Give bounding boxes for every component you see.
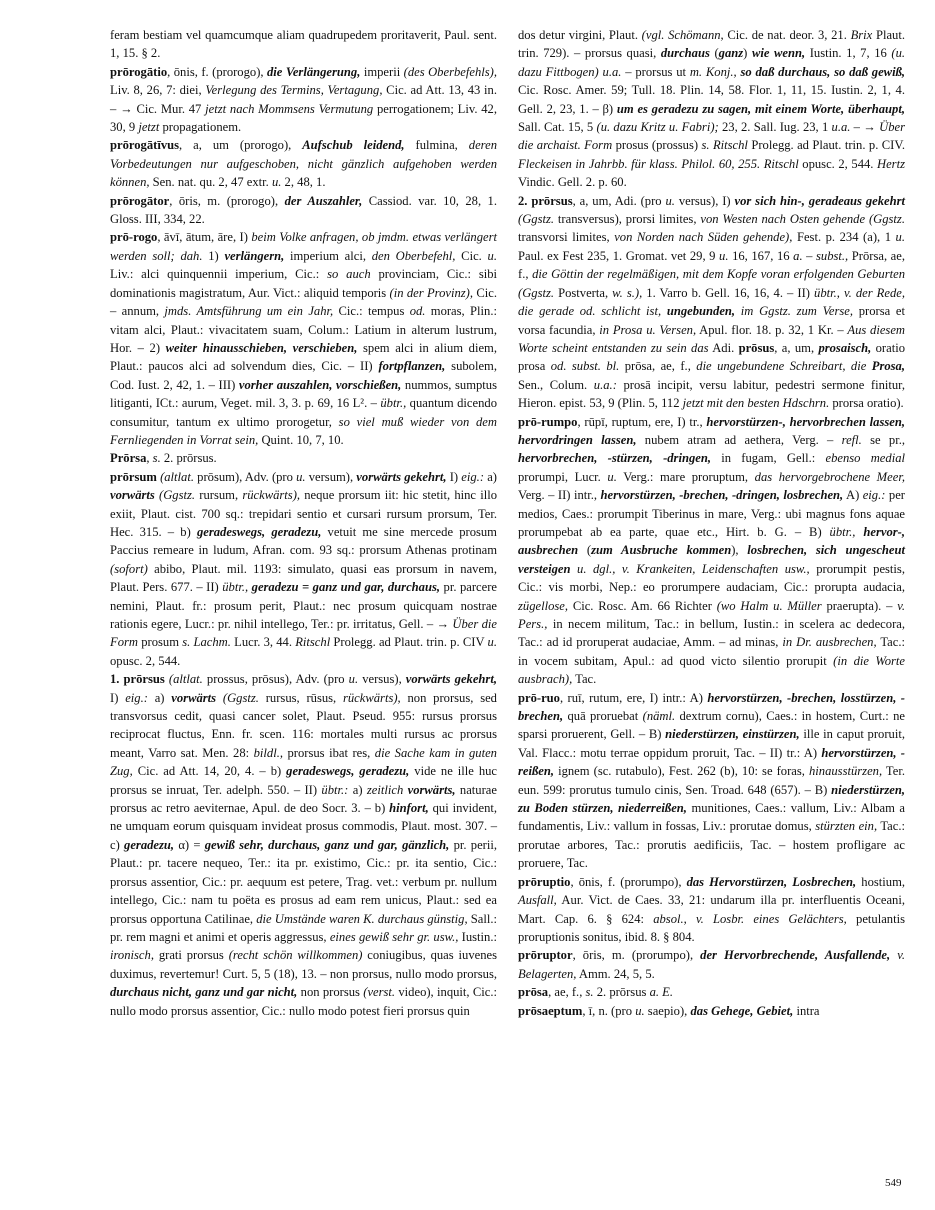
entry-text: eines gewiß sehr gr. usw., (329, 929, 459, 944)
entry-text: Prolegg. ad Plaut. trin. p. CIV (330, 635, 488, 650)
entry-headword: prōrogātor (110, 193, 170, 208)
entry-text: od. (409, 304, 426, 319)
entry-text: hervorstürzen, -reißen, (518, 745, 905, 779)
entry-text: das Hervorstürzen, Losbrechen, (686, 874, 857, 889)
entry-text: so auch (327, 267, 371, 282)
entry-text: das hervorgebrochene Meer, (754, 469, 905, 484)
entry-text: imperium alci, (284, 248, 372, 263)
entry-text: pr. perii, Plaut.: pr. tacere nequeo, Ter.: ita pr. existimo, Cic.: pr. ita sentio, Cic.: prorsus assentior, Cic.: pr. aequum est petere, Trag. vet.: verbum pr. nullum intellego, Cic.: nam tu poëta es prosus ad eam rem unicus, Plaut.: sed ea prorsus opportuna Catilinae, (110, 837, 498, 926)
entry-text: 2. prōrsus (593, 985, 650, 1000)
entry-text: Fest. p. 234 (a), 1 (792, 230, 896, 245)
entry-headword: prō-rogo (110, 230, 158, 245)
entry-text: propagationem. (159, 120, 242, 135)
entry-text: eig.: (461, 469, 485, 484)
entry-text: (näml. (642, 709, 676, 724)
entry-text: , a, um, (774, 340, 819, 355)
entry-text: geradezu = ganz und gar, durchaus, (251, 580, 441, 595)
entry-text: Aus diesem Worte scheint entstanden zu sein das (518, 322, 905, 355)
entry-text: Quint. 10, 7, 10. (258, 432, 344, 447)
entry-headword: prōruptor (518, 948, 573, 963)
entry-text: wie wenn, (751, 46, 806, 61)
entry-text: praerupta). – (821, 598, 898, 613)
entry-text: Prosa, (871, 359, 905, 374)
entry-text: Prōrsa, ae, f., (518, 248, 906, 282)
entry-text: prosus (prossus) (612, 138, 702, 153)
entry-text: u. (296, 469, 306, 484)
entry-text: Adi. (708, 340, 739, 355)
entry-text: übtr., (829, 524, 856, 539)
entry-text: ( (578, 543, 592, 558)
entry-text: Liv.: alci quinquennii imperium, Cic.: (110, 267, 328, 282)
entry-text: übtr.: (321, 782, 349, 797)
entry-text: Brix (850, 28, 873, 42)
entry-text: hinausstürzen, (808, 764, 883, 779)
entry-text: hervorstürzen, -brechen, -dringen, losbrechen, (600, 488, 844, 503)
entry-text: opusc. 2, 544. (798, 156, 877, 171)
entry-headword: prōsaeptum (518, 1003, 583, 1018)
dictionary-entry (110, 192, 497, 229)
entry-text: prorumpit pestis, Cic.: vis morbi, Nep.: eo prorumpere audaciam, Cic.: prorupta audacia, (518, 561, 905, 595)
entry-text: vorwärts (110, 488, 155, 503)
entry-text: a. E. (649, 985, 673, 1000)
entry-text: durchaus (660, 46, 710, 61)
entry-text: qui invident, ne umquam eorum quisquam invideat prosus commodis, Plaut. most. 307. – c) (110, 801, 498, 852)
entry-text: 1) (202, 248, 225, 263)
entry-text: A) (843, 488, 863, 503)
entry-text: (u. dazu Fittbogen) u.a. (518, 46, 906, 79)
entry-text: versus), I) (674, 193, 735, 208)
entry-text: Ter. eun. 599: prorutus tumulo cinis, Sen. Troad. 648 (657). – B) (518, 764, 905, 797)
entry-text: saepio), (644, 1003, 691, 1018)
entry-text: m. Konj., (689, 64, 737, 79)
entry-text: prōsa, ae, f., (619, 359, 697, 374)
dictionary-entry (110, 228, 497, 449)
entry-text: losbrechen, sich ungescheut versteigen (518, 543, 905, 576)
entry-text: u. (719, 248, 729, 263)
entry-headword: prō-ruo (518, 690, 560, 705)
entry-text: Vindic. Gell. 2. p. 60. (518, 175, 627, 190)
entry-text: 2. prōrsus. (160, 451, 217, 466)
entry-text: jetzt nach Mommsens Vermutung (205, 101, 374, 116)
entry-text: video), inquit, Cic.: nullo modo prorsus assentior, Cic.: nullo modo potest fieri prorsus quin (110, 985, 497, 1018)
entry-text: jmds. Amtsführung um ein Jahr, (164, 304, 334, 319)
entry-text: absol., v. Losbr. eines Gelächters, (653, 911, 847, 926)
entry-text: in fugam, Gell.: (711, 451, 826, 466)
entry-text: weiter hinausschieben, verschieben, (165, 340, 358, 355)
entry-text: so daß durchaus, so daß gewiß, (740, 64, 906, 79)
entry-text: – → (850, 120, 880, 135)
entry-text: feram bestiam vel quamcumque aliam quadrupedem proritaverit, Paul. sent. 1, 15. § 2. (110, 28, 497, 61)
entry-text: verlängern, (224, 248, 285, 263)
entry-text: quantum dicendo consumitur, tantum ex ultimo prorogetur, (110, 396, 497, 429)
entry-headword: prōsa (518, 985, 549, 1000)
entry-text: Verg. – II) intr., (518, 488, 601, 503)
entry-text: u.a. (831, 120, 851, 135)
entry-text: prōsum), Adv. (pro (194, 469, 297, 484)
entry-text: rursus, rūsus, (258, 690, 343, 705)
entry-text: übtr., (222, 580, 249, 595)
entry-text: beim Volke anfragen, ob jmdm. etwas verlängert werden soll; dah. (110, 230, 498, 263)
entry-text: Cic. Rosc. Am. 66 Richter (568, 598, 717, 613)
entry-text: den Oberbefehl, (371, 248, 456, 263)
entry-text: munitiones, Caes.: vallum, Liv.: Albam a fundamentis, Liv.: vallum in fossas, Liv.: prorutae domus, (518, 801, 905, 834)
entry-text: moras, Plin.: vitam alci, Plaut.: vivacitatem suam, Colum.: Latium in alterum lustrum, Hor. – 2) (110, 304, 497, 355)
entry-text: vor sich hin-, geradeaus gekehrt (734, 193, 906, 208)
entry-text: I) (446, 469, 462, 484)
entry-text: prossus, prōsus), Adv. (pro (202, 672, 349, 687)
entry-text: a) (147, 690, 172, 705)
entry-headword: Prōrsa (110, 451, 147, 466)
entry-text: ganz (718, 46, 744, 61)
entry-text: u. (635, 1003, 645, 1018)
entry-text: ironisch, (110, 948, 154, 963)
dictionary-entry (518, 413, 905, 689)
entry-text: nubem atram ad aethera, Verg. – (636, 432, 842, 447)
entry-text: nummos, sumptus litiganti, ICt.: aurum, Veget. mil. 3, 3. p. 69, 16 L². – (110, 377, 497, 411)
entry-text: vorwärts gekehrt, (405, 672, 497, 687)
entry-text: Cic.: tempus (333, 304, 410, 319)
entry-text: um es geradezu zu sagen, mit einem Worte, überhaupt, (616, 101, 905, 116)
right-column (518, 26, 905, 1020)
entry-text: niederstürzen, zu Boden stürzen, niederreißen, (518, 782, 905, 816)
entry-text: die Verlängerung, (267, 64, 361, 79)
entry-text: Tac.: prorutae arbores, Tac.: prorutis aedificiis, Tac. – hostem profligare ac proruere, Tac. (518, 819, 905, 871)
entry-text: u. (607, 469, 617, 484)
entry-text: (altlat. (168, 672, 203, 687)
entry-text: perrogationem; Liv. 42, 30, 9 (110, 101, 497, 135)
entry-text: eig.: (125, 690, 148, 705)
entry-headword: prōruptio (518, 874, 571, 889)
entry-text: stürzten ein, (815, 819, 878, 834)
entry-text: s. Lachm. (182, 635, 231, 650)
entry-text: Ausfall, (518, 893, 557, 908)
dictionary-entry (110, 449, 497, 467)
entry-text: Sen. nat. qu. 2, 47 extr. (149, 175, 272, 190)
entry-text: v. Pers., (518, 598, 905, 631)
entry-text (216, 691, 223, 705)
entry-text: od. subst. bl. (550, 359, 620, 374)
entry-text: (Ggstz. (222, 690, 259, 705)
entry-text: , āvī, ātum, āre, I) (157, 230, 252, 245)
entry-text: pr. parcere nemini, Plaut. fr.: prosum perit, Plaut.: nec prosum quicquam nostrae rationis egere, Lucr.: pr. nihil intellego, Ter.: pr. irritatus, Gell. – → (110, 580, 497, 631)
entry-text: hervorstürzen, -brechen, losstürzen, -brechen, (518, 690, 905, 724)
dictionary-entry (110, 26, 497, 63)
entry-text: dextrum cornu), Caes.: in hostem, Curt.: ne sparsi proruerent, Gell. – B) (518, 709, 905, 742)
entry-text: im Ggstz. zum Verse, (740, 304, 854, 319)
entry-text: rursum, (195, 488, 243, 503)
entry-text: vide ne ille huc prorsus se inruat, Ter. adelph. 550. – II) (110, 764, 498, 797)
entry-text: s. (152, 451, 161, 466)
entry-text: prosā incipit, versu labitur, pedestri sermone finitur, Hieron. epist. 53, 9 (Plin. 5, 112 (518, 377, 906, 411)
entry-text: per medios, Caes.: prorumpit Tiberinus in mare, Verg.: ubi magnus fons aquae prorumpebat ab ea parte, quae etc., Hirt. b. G. – B) (518, 488, 905, 539)
entry-text: Fleckeisen in Jahrbb. für klass. Philol. 60, 255. Ritschl (518, 156, 799, 171)
entry-text: niederstürzen, einstürzen, (665, 727, 800, 742)
entry-text: zum Ausbruche kommen (591, 543, 732, 558)
entry-text: Über die Form (110, 617, 498, 650)
entry-text: vetuit me sine mercede prosum Paccius remeare in ludum, Afran. com. 93 sq.: prorsum Athenas protinam (110, 524, 497, 558)
entry-headword: prō-rumpo (518, 414, 578, 429)
entry-text: Cic. ad Att. 13, 43 in. – → Cic. Mur. 47 (110, 83, 497, 116)
entry-text: Liv. 8, 26, 7: diei, (110, 83, 206, 98)
entry-text: Cic. ad Att. 14, 20, 4. – b) (132, 764, 287, 779)
entry-text: ebenso medial (825, 451, 905, 466)
entry-text: I) (110, 690, 126, 705)
entry-text: transvorsi limites, (518, 230, 615, 245)
entry-text: refl. (841, 432, 862, 447)
entry-text: 1. Varro b. Gell. 16, 16, 4. – II) (642, 285, 815, 300)
entry-text: Prolegg. ad Plaut. trin. p. CIV. (747, 138, 905, 153)
entry-headword: prōrsum (110, 469, 157, 484)
entry-text: gewiß sehr, durchaus, ganz und gar, gänzlich, (204, 837, 450, 852)
entry-text: grati prorsus (153, 948, 229, 963)
entry-text: , ōnis, f. (prorumpo), (570, 874, 687, 889)
entry-text: in Dr. ausbrechen, (782, 635, 877, 650)
entry-text: Cassiod. var. 10, 28, 1. Gloss. III, 334, 22. (110, 193, 497, 227)
entry-text: in Prosa u. Versen, (599, 322, 697, 337)
entry-text: Sall. Cat. 15, 5 (518, 120, 597, 135)
entry-text: intra (793, 1003, 820, 1018)
entry-text: so viel muß wieder von dem Fernliegenden in Vorrat sein, (110, 414, 497, 447)
entry-text: α) = (174, 837, 205, 852)
entry-text: Ritschl (295, 635, 331, 650)
entry-text: Verlegung des Termins, Vertagung, (205, 83, 383, 98)
entry-text: übtr., v. der Rede, die gerade od. schlicht ist, (518, 285, 905, 319)
entry-text: , ī, n. (pro (582, 1003, 636, 1018)
entry-text: übtr., (380, 396, 407, 411)
entry-text: u. (665, 193, 675, 208)
entry-text: von Norden nach Süden gehende), (614, 230, 793, 245)
entry-text: opusc. 2, 544. (110, 653, 181, 668)
entry-text: das Gehege, Gebiet, (690, 1003, 794, 1018)
entry-text: quā proruebat (563, 709, 643, 724)
entry-text: (sofort) (110, 561, 148, 576)
entry-text: ( (709, 46, 719, 61)
entry-text: , a, um (prorogo), (179, 138, 303, 153)
entry-text: , (146, 451, 153, 466)
entry-text: s. (585, 985, 594, 1000)
entry-text: die Sache kam in guten Zug, (110, 745, 497, 779)
entry-text: 16, 167, 16 (728, 248, 794, 263)
entry-text: prosaisch, (818, 340, 872, 355)
entry-text: (verst. (363, 985, 396, 1000)
entry-text: Cic. – annum, (110, 285, 497, 319)
entry-text: abibo, Plaut. mil. 1193: simulato, quasi eas prorsum in navem, Plaut. Pers. 677. – II) (110, 561, 497, 595)
entry-text: die Göttin der regelmäßigen, mit dem Kopfe voran erfolgenden Geburten (Ggstz. (518, 267, 905, 300)
entry-text: a) (484, 469, 497, 484)
entry-text: Cic. (455, 248, 488, 263)
entry-text: (recht schön willkommen) (228, 948, 363, 963)
entry-text: deren Vorbedeutungen nur aufgeschoben, nicht gänzlich aufgehoben werden können, (110, 138, 497, 190)
entry-text: (u. dazu Kritz u. Fabri); (596, 120, 719, 135)
entry-text: prorumpi, Lucr. (518, 469, 608, 484)
entry-text: spem alci in alium diem, Plaut.: paucos alci ad solvendum dies, Cic. – II) (110, 340, 497, 374)
entry-text: Verg.: mare proruptum, (616, 469, 755, 484)
entry-text: Tac.: in vocem subitam, Apul.: ad quod victo silentio prorupit (518, 635, 906, 668)
entry-text: Lucr. 3, 44. (230, 635, 296, 650)
entry-text: hervorbrechen, -stürzen, -dringen, (518, 451, 711, 466)
entry-text: vorwärts gekehrt, (356, 469, 447, 484)
entry-text: Tac. (572, 672, 597, 687)
entry-text: ungebunden, (666, 304, 736, 319)
entry-text: geradeswegs, geradezu, (196, 524, 322, 539)
entry-text: u. (271, 175, 282, 190)
entry-text: (in die Worte ausbrach), (518, 653, 905, 687)
entry-text: ignem (sc. rutabulo), Fest. 262 (b), 10: se foras, (554, 764, 809, 779)
entry-text: der Auszahler, (284, 193, 363, 208)
entry-text: bildl., (253, 745, 283, 760)
dictionary-entry (110, 468, 497, 670)
entry-text: Postverta, (554, 285, 613, 300)
dictionary-entry (518, 946, 905, 983)
dictionary-entry (518, 689, 905, 873)
entry-text: , ōnis, f. (prorogo), (167, 64, 267, 79)
entry-text: neque prorsum iit: hic stetit, hinc illo exiit, Plaut. cist. 700 sq.: trepidari sentio et cursari rursum prorsum, Ter. Hec. 315. – b) (110, 488, 498, 539)
entry-text: eig.: (862, 488, 886, 503)
entry-text: zeitlich (366, 782, 404, 797)
dictionary-entry (518, 26, 905, 192)
entry-text: Amm. 24, 5, 5. (576, 966, 655, 981)
entry-text: vorwärts, (407, 782, 456, 797)
entry-text: prosum (138, 635, 183, 650)
left-column (110, 26, 497, 1020)
entry-text: naturae prorsus ac retro aeviternae, Apul. de deo Socr. 3. – b) (110, 782, 497, 816)
entry-text: oratio prosa (518, 340, 905, 374)
dictionary-entry (110, 136, 497, 191)
entry-text: der Hervorbrechende, Ausfallende, (700, 948, 891, 963)
entry-text: jetzt mit den besten Hdschrn. (682, 396, 830, 411)
entry-text: Iustin. 1, 7, 16 (805, 46, 892, 61)
entry-text: u. (487, 248, 497, 263)
entry-text: (Ggstz. (518, 212, 555, 227)
entry-text: prorsus ibat res, (283, 745, 375, 760)
entry-text: (altlat. (160, 469, 194, 484)
entry-text: (des Oberbefehls), (403, 64, 497, 79)
entry-text: die Umstände waren K. durchaus günstig, (256, 911, 468, 926)
entry-text: non prorsus, sed transvorsus cedit, quasi cancer solet, Plaut. Pseud. 955: rursus prorsus reciprocat fluctus, Enn. fr. scen. 116: mortales multi rursus ac prorsus meant, Varro sat. Men. 28: (110, 690, 497, 760)
entry-text: (Ggstz. (159, 488, 196, 503)
entry-text: versum), (305, 469, 357, 484)
entry-text: hostium, (856, 874, 906, 889)
entry-text: hinfort, (389, 801, 429, 816)
entry-text: Sen., Colum. (518, 377, 594, 392)
entry-text: zügellose, (518, 598, 569, 613)
entry-text: Cic. de nat. deor. 3, 21. (723, 28, 851, 42)
entry-text: u. (895, 230, 905, 245)
entry-text: ) (743, 46, 752, 61)
entry-text: petulantis proruptionis sonitus, ibid. 8. § 804. (518, 911, 905, 944)
entry-text: , ae, f., (548, 985, 586, 1000)
dictionary-entry (518, 1002, 905, 1020)
entry-text: durchaus nicht, ganz und gar nicht, (110, 985, 298, 1000)
entry-text: Sall.: pr. rem magni et animi et operis aggressus, (110, 911, 497, 944)
entry-headword: prōrogātīvus (110, 138, 180, 153)
entry-text: Iustin.: (458, 929, 497, 944)
entry-text: provinciam, Cic.: sibi dominationis magistratum, Aur. Vict.: aliquid temporis (110, 267, 498, 300)
entry-text: , ruī, rutum, ere, I) intr.: A) (559, 690, 708, 705)
entry-text: hervor-, ausbrechen (518, 524, 905, 558)
entry-text: jetzt (138, 120, 160, 135)
entry-text: ), (731, 543, 748, 558)
entry-text: – prorsus ut (621, 64, 690, 79)
entry-text: Cic. Rosc. Amer. 59; Tull. 18. Plin. 14, 58. Flor. 1, 11, 15. Iustin. 2, 1, 4. Gell. 2, 23, 1. – β) (518, 83, 905, 116)
entry-text: subolem, Cod. Iust. 2, 42, 1. – III) (110, 359, 497, 392)
entry-text: v. Belagerten, (518, 948, 905, 981)
entry-text: versus), (358, 672, 406, 687)
entry-text: hervorstürzen-, hervorbrechen lassen, hervordringen lassen, (518, 414, 905, 447)
entry-text: , rūpī, ruptum, ere, I) tr., (577, 414, 707, 429)
entry-text: Aufschub leidend, (302, 138, 405, 153)
entry-text: Hertz (877, 156, 905, 171)
entry-text: u. (487, 635, 497, 650)
entry-text: non prorsus (297, 985, 364, 1000)
entry-text: , a, um, Adi. (pro (572, 193, 666, 208)
entry-text: u.a.: (593, 377, 617, 392)
entry-text: die ungebundene Schreibart, die (696, 359, 867, 374)
entry-text: s. Ritschl (701, 138, 748, 153)
entry-text: Apul. flor. 18. p. 32, 1 Kr. – (696, 322, 848, 337)
entry-text: Aur. Vict. de Caes. 33, 21: undarum illa pr. interfluentis Oceani, Mart. Cap. 6. § 624: (518, 893, 905, 926)
entry-text: vorwärts (171, 690, 217, 705)
entry-text: (in der Provinz), (389, 285, 474, 300)
entry-text: (vgl. Schömann, (641, 28, 724, 42)
entry-text: u. (348, 672, 359, 687)
entry-text: Über die archaist. Form (518, 120, 905, 153)
entry-text: imperii (360, 64, 404, 79)
page-number: 549 (885, 1177, 902, 1189)
entry-text: w. s.), (612, 285, 643, 300)
entry-text: Paul. ex Fest 235, 1. Gromat. vet 29, 9 (518, 248, 720, 263)
entry-text: von Westen nach Osten gehende (Ggstz. (700, 212, 905, 227)
entry-text: 2, 48, 1. (281, 175, 326, 190)
dictionary-entry (110, 63, 497, 137)
dictionary-entry (518, 192, 905, 413)
entry-text: fortpflanzen, (378, 359, 446, 374)
entry-text: a) (348, 782, 367, 797)
entry-text: geradeswegs, geradezu, (286, 764, 410, 779)
entry-text: se pr., (861, 432, 905, 447)
entry-text: prorsa oratio). (829, 396, 904, 411)
dictionary-entry (518, 983, 905, 1001)
entry-text: , ōris, m. (prorumpo), (572, 948, 701, 963)
entry-text: fulmina, (404, 138, 469, 153)
dictionary-entry (518, 873, 905, 947)
entry-text: a. – subst., (793, 248, 849, 263)
entry-text: coniugibus, quas iuvenes duximus, revertemur! Curt. 5, 5 (18), 13. – non prorsus, nullo modo prorsus, (110, 948, 497, 981)
entry-headword: prōsus (738, 340, 775, 355)
dictionary-entry (110, 670, 497, 1020)
entry-text: geradezu, (124, 837, 175, 852)
entry-text: vorher auszahlen, vorschießen, (238, 377, 402, 392)
entry-text: 23, 2. Sall. Iug. 23, 1 (718, 120, 832, 135)
entry-text: prorsa et vorsa facundia, (518, 304, 905, 337)
entry-text: transversus), prorsi limites, (554, 212, 701, 227)
entry-headword: prōrogātio (110, 64, 168, 79)
entry-text: u. dgl., v. Krankeiten, Leidenschaften usw., (577, 561, 810, 576)
entry-text: ille in caput proruit, Val. Flacc.: motu terrae oppidum proruit, Tac. – II) tr.: A) (518, 727, 905, 760)
entry-headword: 2. prōrsus (518, 193, 573, 208)
entry-text: Plaut. trin. 729). – prorsus quasi, (518, 28, 905, 61)
entry-text: rückwärts), (342, 690, 401, 705)
entry-text: in necem militum, Tac.: in bellum, Iustin.: in scelera ac dedecora, Tac.: ad id proruperat audaciae, Amm. – ad minas, (518, 617, 905, 650)
entry-headword: 1. prōrsus (110, 672, 165, 687)
entry-text: , ōris, m. (prorogo), (169, 193, 285, 208)
entry-text: rückwärts), (242, 488, 301, 503)
entry-text: (wo Halm u. Müller (716, 598, 822, 613)
entry-text: dos detur virgini, Plaut. (518, 28, 642, 42)
